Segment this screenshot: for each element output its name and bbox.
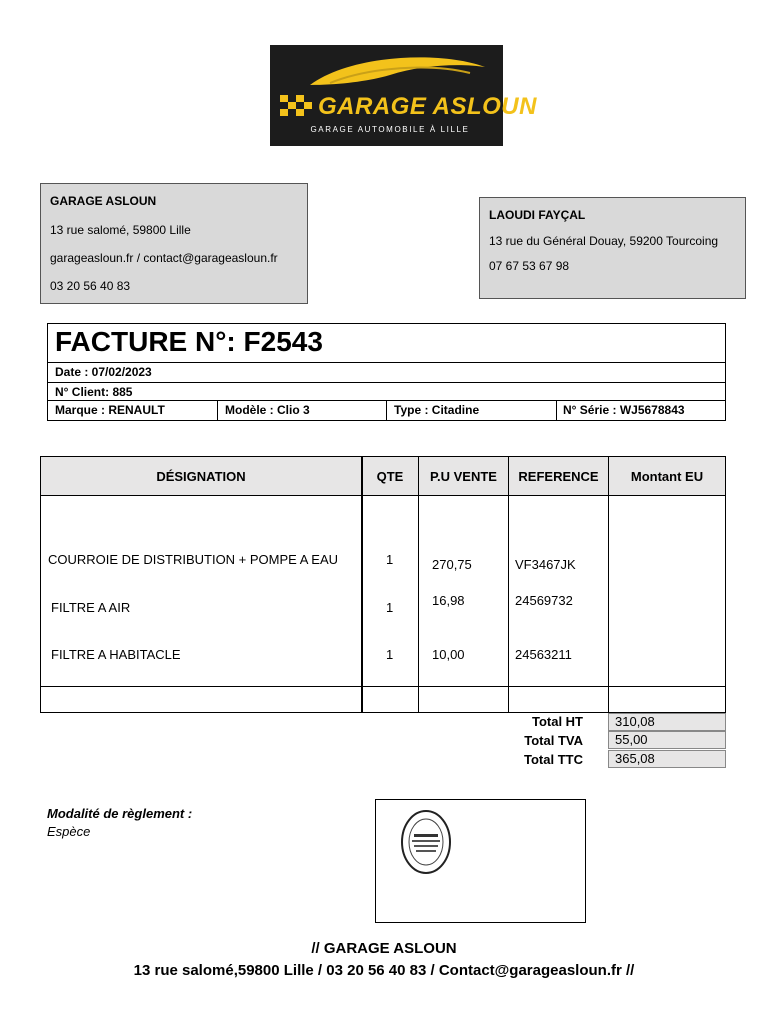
row1-price: 270,75 (432, 557, 472, 572)
total-tva-label: Total TVA (524, 733, 583, 748)
logo-brand: GARAGE ASLOUN (318, 93, 537, 120)
vehicle-model: Modèle : Clio 3 (225, 403, 310, 417)
client-phone: 07 67 53 67 98 (489, 259, 570, 273)
total-tva-value: 55,00 (608, 731, 726, 749)
seller-address: 13 rue salomé, 59800 Lille (50, 223, 191, 237)
total-ht-label: Total HT (531, 714, 583, 729)
vehicle-brand: Marque : RENAULT (55, 403, 165, 417)
total-ttc-value: 365,08 (608, 750, 726, 768)
company-stamp-icon (398, 808, 454, 876)
row1-designation: COURROIE DE DISTRIBUTION + POMPE A EAU (48, 552, 339, 567)
row3-price: 10,00 (432, 647, 465, 662)
footer-line-1: // GARAGE ASLOUN (311, 940, 457, 957)
client-box (479, 197, 746, 299)
invoice-header (47, 323, 726, 421)
seller-phone: 03 20 56 40 83 (50, 279, 131, 293)
invoice-client-no: N° Client: 885 (55, 385, 133, 399)
row2-designation: FILTRE A AIR (51, 600, 131, 615)
vehicle-serial: N° Série : WJ5678843 (563, 403, 685, 417)
row3-ref: 24563211 (515, 647, 572, 662)
header-designation: DÉSIGNATION (156, 469, 246, 484)
row3-qty: 1 (386, 647, 394, 662)
stamp-box (375, 799, 586, 923)
row1-qty: 1 (386, 552, 394, 567)
invoice-date: Date : 07/02/2023 (55, 365, 152, 379)
client-address: 13 rue du Général Douay, 59200 Tourcoing (489, 234, 719, 248)
seller-name: GARAGE ASLOUN (50, 194, 157, 208)
logo-tagline: GARAGE AUTOMOBILE À LILLE (310, 125, 470, 134)
header-unit-price: P.U VENTE (430, 469, 497, 484)
header-reference: REFERENCE (518, 469, 599, 484)
seller-web-email: garageasloun.fr / contact@garageasloun.fr (50, 251, 278, 265)
items-table (40, 456, 726, 713)
seller-box (40, 183, 308, 304)
header-qty: QTE (376, 469, 404, 484)
total-ttc-label: Total TTC (524, 752, 583, 767)
invoice-title: FACTURE N°: F2543 (55, 326, 323, 357)
total-ht-value: 310,08 (608, 713, 726, 731)
vehicle-type: Type : Citadine (394, 403, 480, 417)
row2-ref: 24569732 (515, 593, 573, 608)
garage-logo (270, 45, 537, 146)
header-amount: Montant EU (630, 469, 704, 484)
row2-price: 16,98 (432, 593, 465, 608)
footer-line-2: 13 rue salomé,59800 Lille / 03 20 56 40 83 / Contact@garageasloun.fr // (133, 962, 635, 979)
row2-qty: 1 (386, 600, 394, 615)
row3-designation: FILTRE A HABITACLE (51, 647, 181, 662)
payment-label: Modalité de règlement : (47, 806, 193, 821)
payment-method: Espèce (47, 824, 91, 839)
row1-ref: VF3467JK (515, 557, 576, 572)
client-name: LAOUDI FAYÇAL (489, 208, 586, 222)
